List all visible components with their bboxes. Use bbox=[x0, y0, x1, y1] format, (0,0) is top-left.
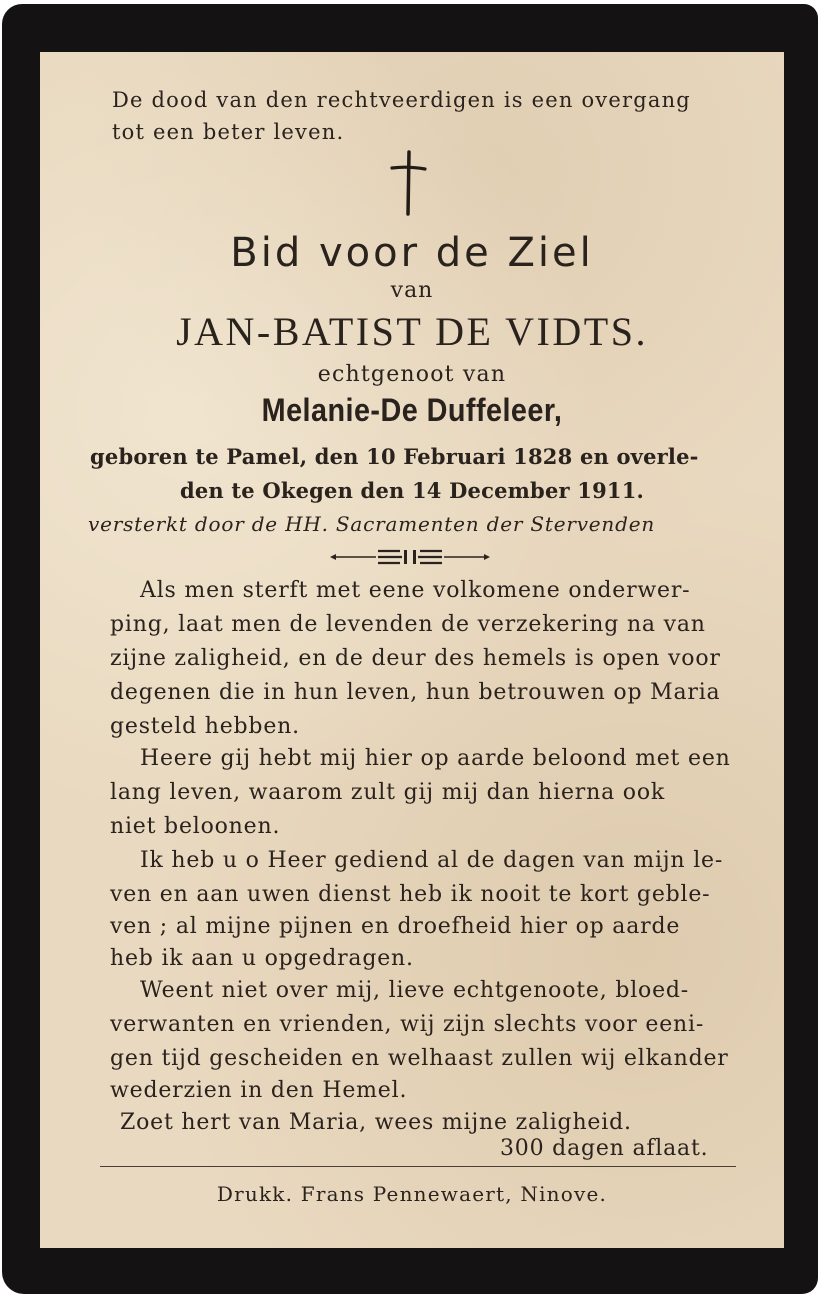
paragraph-3-line-4: heb ik aan u opgedragen. bbox=[110, 946, 414, 971]
paragraph-2-line-1: Heere gij hebt mij hier op aarde beloond met een bbox=[140, 746, 731, 771]
paragraph-1-line-2: ping, laat men de levenden de verzekering na van bbox=[110, 612, 706, 637]
spouse-intro: echtgenoot van bbox=[317, 362, 507, 387]
deceased-name: JAN-BATIST DE VIDTS. bbox=[176, 309, 648, 354]
spouse-name: Melanie-De Duffeleer, bbox=[261, 392, 563, 428]
divider-rule bbox=[100, 1166, 736, 1167]
paragraph-3-line-2: ven en aan uwen dienst heb ik nooit te kort geble- bbox=[110, 882, 711, 907]
birth-line-1: geboren te Pamel, den 10 Februari 1828 en overle- bbox=[90, 444, 699, 469]
indulgence-line: 300 dagen aflaat. bbox=[500, 1136, 709, 1161]
printer-credit: Drukk. Frans Pennewaert, Ninove. bbox=[216, 1182, 608, 1206]
cross-icon bbox=[388, 150, 428, 216]
paragraph-4-line-4: wederzien in den Hemel. bbox=[110, 1078, 408, 1103]
paragraph-4-line-2: verwanten en vrienden, wij zijn slechts voor eeni- bbox=[110, 1012, 705, 1037]
motto-line-1: De dood van den rechtveerdigen is een overgang bbox=[112, 88, 691, 112]
paragraph-1-line-3: zijne zaligheid, en de deur des hemels is open voor bbox=[110, 646, 721, 671]
paragraph-1-line-4: degenen die in hun leven, hun betrouwen op Maria bbox=[110, 680, 721, 705]
mourning-border bbox=[2, 4, 818, 1294]
paragraph-3-line-3: ven ; al mijne pijnen en droefheid hier op aarde bbox=[110, 914, 681, 939]
motto-line-2: tot een beter leven. bbox=[112, 120, 345, 144]
prayer-title: Bid voor de Ziel bbox=[230, 230, 594, 276]
paragraph-5-line-1: Zoet hert van Maria, wees mijne zaligheid. bbox=[120, 1110, 632, 1135]
paragraph-4-line-3: gen tijd gescheiden en welhaast zullen wij elkander bbox=[110, 1046, 729, 1071]
paragraph-1-line-5: gesteld hebben. bbox=[110, 714, 300, 739]
paragraph-4-line-1: Weent niet over mij, lieve echtgenoote, bloed- bbox=[140, 978, 690, 1003]
birth-line-2: den te Okegen den 14 December 1911. bbox=[179, 478, 645, 503]
memorial-card bbox=[40, 52, 784, 1248]
paragraph-1-line-1: Als men sterft met eene volkomene onderwer- bbox=[140, 578, 691, 603]
ornamental-divider bbox=[330, 546, 490, 568]
sacraments-line: versterkt door de HH. Sacramenten der Stervenden bbox=[88, 512, 656, 536]
paragraph-2-line-2: lang leven, waarom zult gij mij dan hierna ook bbox=[110, 780, 666, 805]
van-label: van bbox=[390, 278, 434, 303]
paragraph-3-line-1: Ik heb u o Heer gediend al de dagen van mijn le- bbox=[140, 848, 724, 873]
paragraph-2-line-3: niet beloonen. bbox=[110, 814, 281, 839]
